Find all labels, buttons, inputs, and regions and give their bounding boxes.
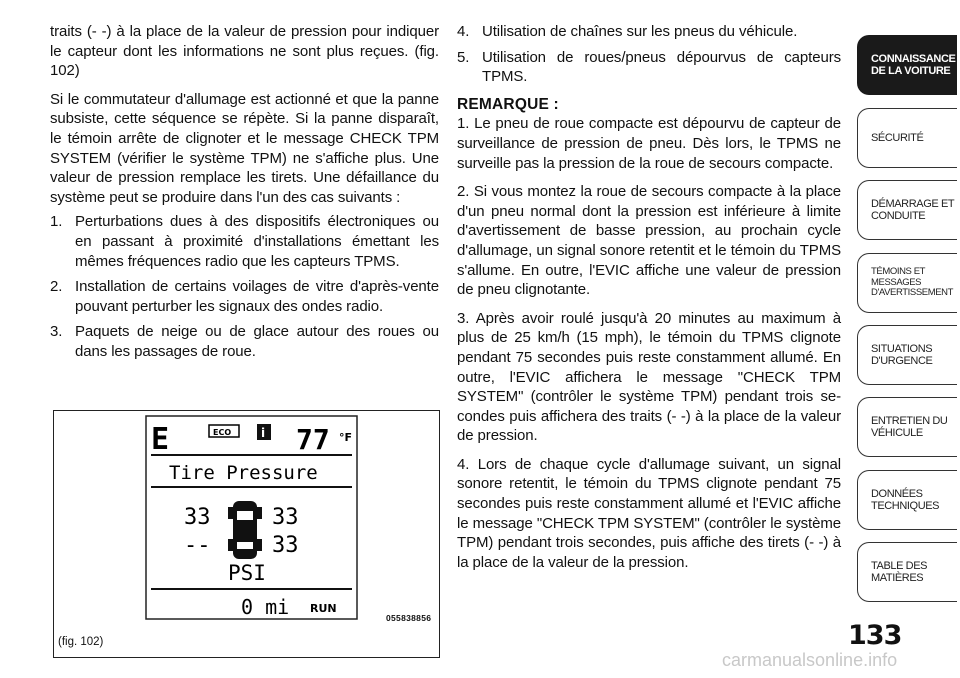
note-paragraph: 2. Si vous montez la roue de secours compacte à la place d'un pneu normal dont la pression est inférieure à limite d'avertissement de basse pression, au prochain cycle d'allumage, un signal sonore retentit et le témoin du TPMS s'allume. En outre, l'EVIC affiche une valeur de pression de pneu clignotante. xyxy=(457,183,841,299)
tab-label: ENTRETIEN DU VÉHICULE xyxy=(871,414,948,439)
section-tabs xyxy=(857,0,960,678)
gear-indicator: E xyxy=(151,422,170,457)
list-text: Paquets de neige ou de glace autour des roues ou dans les passages de roue. xyxy=(75,323,439,360)
list-text: Utilisation de chaînes sur les pneus du véhicule. xyxy=(482,23,798,40)
list-text: Utilisation de roues/pneus dépourvus de capteurs TPMS. xyxy=(482,48,841,86)
tab-securite[interactable] xyxy=(857,108,957,168)
tab-temoins[interactable] xyxy=(857,253,957,313)
list-number: 4. xyxy=(457,23,470,40)
paragraph: Si le commutateur d'allumage est actionné et que la panne subsiste, cette séquence se répète. Si la panne disparaît, le témoin arrête de clignoter et le message CHECK TPM SYSTEM (vérifier le système TPM) ne s'affiche plus. Une valeur de pression remplace les tirets. Une défaillance du système peut se produire dans l'un des cas suivants : xyxy=(50,90,439,206)
temperature-value: 77 xyxy=(296,423,330,456)
watermark: carmanualsonline.info xyxy=(722,650,898,670)
list-item xyxy=(50,212,439,271)
tab-connaissance[interactable] xyxy=(857,35,957,95)
page-number: 133 xyxy=(848,620,902,651)
tab-donnees[interactable] xyxy=(857,470,957,530)
paragraph: traits (- -) à la place de la valeur de pression pour indiquer le capteur dont les informations ne sont plus reçues. (fig. 102) xyxy=(50,23,439,80)
list-item xyxy=(50,277,439,316)
front-left-pressure: 33 xyxy=(184,505,211,530)
list-item xyxy=(457,48,841,87)
list-text: Perturbations dues à des dispositifs électroniques ou en passant à proximité d'installations émettant les mêmes fréquences radio que les capteurs TPMS. xyxy=(75,213,439,270)
note-paragraph: 1. Le pneu de roue compacte est dépourvu de capteur de surveillance de pression de pneu. Dès lors, le TPMS ne surveille pas la pression de la roue de secours compacte. xyxy=(457,115,841,172)
display-title: Tire Pressure xyxy=(169,462,318,484)
tab-entretien[interactable] xyxy=(857,397,957,457)
tab-label: SÉCURITÉ xyxy=(871,131,924,144)
tire-pressure-figure xyxy=(53,410,440,658)
eco-label: ECO xyxy=(213,428,232,437)
tab-label: CONNAISSANCE DE LA VOITURE xyxy=(871,52,956,77)
evic-display-illustration xyxy=(54,411,438,656)
tab-urgence[interactable] xyxy=(857,325,957,385)
odometer: 0 mi xyxy=(241,595,290,619)
tab-label: TABLE DES MATIÈRES xyxy=(871,559,928,584)
rear-right-pressure: 33 xyxy=(272,533,299,558)
list-number: 1. xyxy=(50,213,63,231)
note-paragraph: 3. Après avoir roulé jusqu'à 20 minutes au maximum à plus de 25 km/h (15 mph), le témoin du TPMS clignote pendant 75 secondes puis reste constamment allumé. En outre, l'EVIC affichera le message "CHECK TPM SYSTEM" (contrôler le système TPM) pendant trois se-condes puis affichera des traits (- -) à la place de la valeur de pression. xyxy=(457,309,841,445)
info-glyph: i xyxy=(261,426,266,440)
tab-label: TÉMOINS ET MESSAGES D'AVERTISSEMENT xyxy=(871,266,954,299)
tab-label: SITUATIONS D'URGENCE xyxy=(871,342,933,367)
list-number: 5. xyxy=(457,48,470,66)
temperature-unit: °F xyxy=(339,431,353,444)
tab-demarrage[interactable] xyxy=(857,180,957,240)
remark-heading: REMARQUE : xyxy=(457,95,559,113)
car-icon xyxy=(228,501,262,559)
left-column xyxy=(50,22,439,368)
tab-label: DONNÉES TECHNIQUES xyxy=(871,487,940,512)
note-paragraph: 4. Lors de chaque cycle d'allumage suivant, un signal sonore retentit, le témoin du TPMS clignote pendant 75 secondes puis reste constamment allumé et l'EVIC affiche le message "CHECK TPM SYSTEM" (contrôler le système TPM) pendant trois secondes, puis affiche des tirets (- -) à la place de la valeur de la pression. xyxy=(457,455,841,571)
list-item xyxy=(457,22,841,42)
list-text: Installation de certains voilages de vitre d'après-vente pouvant perturber les signaux des ondes radio. xyxy=(75,278,439,315)
tab-table-des-matieres[interactable] xyxy=(857,542,957,602)
rear-left-pressure: -- xyxy=(184,533,211,558)
list-number: 2. xyxy=(50,278,63,296)
run-mode: RUN xyxy=(310,602,337,615)
tab-label: DÉMARRAGE ET CONDUITE xyxy=(871,197,955,222)
pressure-unit: PSI xyxy=(228,561,266,585)
list-item xyxy=(50,322,439,361)
figure-code: 055838856 xyxy=(386,613,432,623)
front-right-pressure: 33 xyxy=(272,505,299,530)
figure-caption: (fig. 102) xyxy=(58,636,104,648)
list-number: 3. xyxy=(50,323,63,341)
right-column xyxy=(457,22,841,581)
